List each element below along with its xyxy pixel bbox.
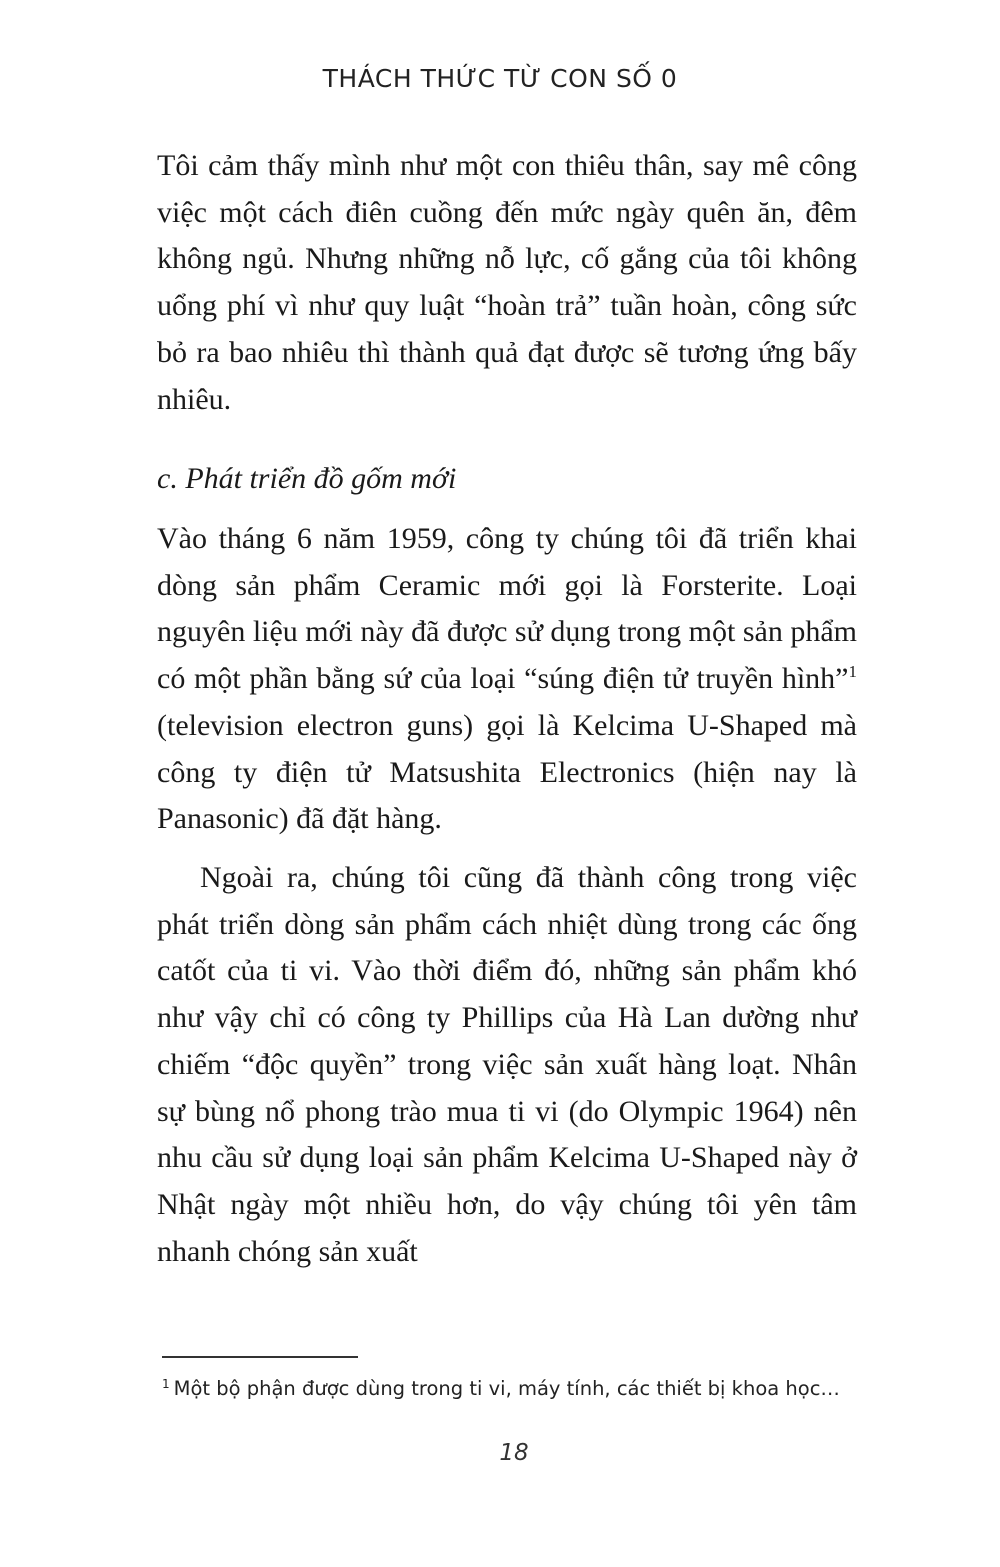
- footnote-divider: [162, 1356, 358, 1358]
- running-header: THÁCH THỨC TỪ CON SỐ 0: [322, 64, 678, 93]
- paragraph-3: Ngoài ra, chúng tôi cũng đã thành công trong việc phát triển dòng sản phẩm cách nhiệt dùng trong các ống catốt của ti vi. Vào thời điểm đó, những sản phẩm khó như vậy chỉ có công ty Phillips của Hà Lan dường như chiếm “độc quyền” trong việc sản xuất hàng loạt. Nhân sự bùng nổ phong trào mua ti vi (do Olympic 1964) nên nhu cầu sử dụng loại sản phẩm Kelcima U-Shaped này ở Nhật ngày một nhiều hơn, do vậy chúng tôi yên tâm nhanh chóng sản xuất: [157, 861, 857, 1268]
- paragraph-2-block: [157, 516, 857, 843]
- paragraph-3-block: [157, 855, 857, 1275]
- paragraph-1: Tôi cảm thấy mình như một con thiêu thân, say mê công việc một cách điên cuồng đến mức ngày quên ăn, đêm không ngủ. Nhưng những nỗ lực, cố gắng của tôi không uổng phí vì như quy luật “hoàn trả” tuần hoàn, công sức bỏ ra bao nhiêu thì thành quả đạt được sẽ tương ứng bấy nhiêu.: [157, 149, 857, 416]
- footnote-reference: 1: [848, 662, 857, 682]
- paragraph-1-block: [157, 143, 857, 423]
- paragraph-2-text-b: (television electron guns) gọi là Kelcima U-Shaped mà công ty điện tử Matsushita Electronics (hiện nay là Panasonic) đã đặt hàng.: [157, 708, 857, 836]
- footnote-marker: 1: [162, 1377, 170, 1391]
- paragraph-2: [157, 516, 857, 843]
- paragraph-2-text-a: Vào tháng 6 năm 1959, công ty chúng tôi đã triển khai dòng sản phẩm Ceramic mới gọi là Forsterite. Loại nguyên liệu mới này đã được sử dụng trong một sản phẩm có một phần bằng sứ của loại “súng điện tử truyền hình”: [157, 522, 857, 696]
- footnote: [162, 1370, 882, 1403]
- footnote-text: Một bộ phận được dùng trong ti vi, máy tính, các thiết bị khoa học…: [173, 1377, 840, 1400]
- section-heading: c. Phát triển đồ gốm mới: [157, 462, 457, 495]
- page-number: 18: [499, 1440, 529, 1466]
